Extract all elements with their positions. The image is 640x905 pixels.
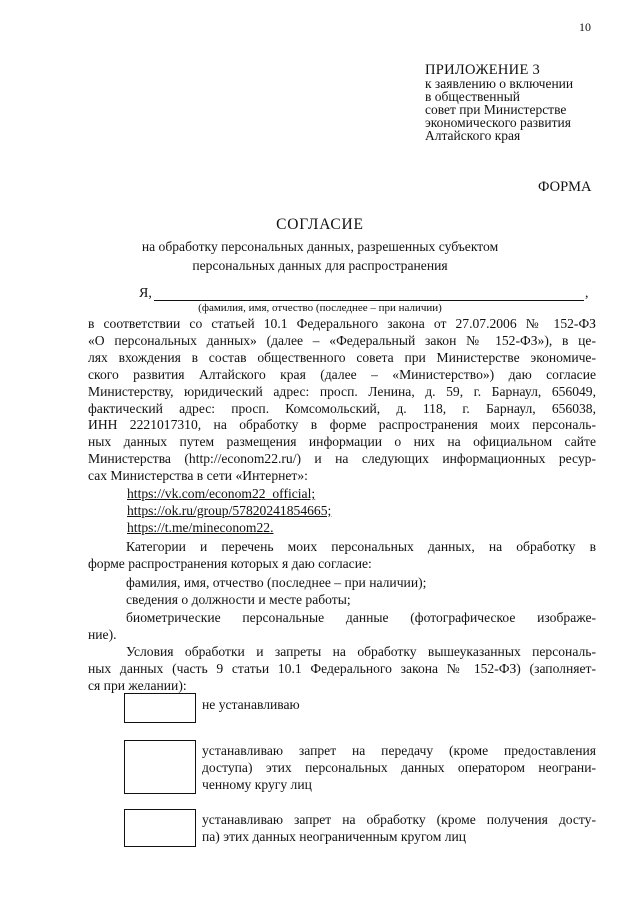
paragraph-line: ИНН 2221017310, на обработку в форме распространения моих персональ- bbox=[88, 417, 596, 433]
categories-line: Категории и перечень моих персональных данных, на обработку в bbox=[126, 539, 596, 554]
categories-items bbox=[88, 575, 596, 609]
conditions-line: ся при желании): bbox=[88, 677, 187, 693]
option-label: устанавливаю запрет на обработку (кроме получения досту- bbox=[202, 812, 596, 827]
appendix-line: к заявлению о включении bbox=[425, 76, 574, 91]
appendix-title: ПРИЛОЖЕНИЕ 3 bbox=[425, 62, 541, 78]
consent-title: СОГЛАСИЕ bbox=[276, 216, 364, 233]
page-number: 10 bbox=[579, 20, 591, 34]
paragraph-line: ных данных путем размещения информации о них на официальном сайте bbox=[88, 434, 596, 450]
option-transfer-ban bbox=[202, 742, 596, 793]
paragraph-line: лях вхождения в состав общественного совета при Министерстве экономиче- bbox=[88, 349, 596, 365]
categories-intro bbox=[88, 539, 596, 573]
option-no-restrictions bbox=[202, 696, 596, 713]
paragraph-line: Министерству, юридический адрес: просп. Ленина, д. 59, г. Барнаул, 656049, bbox=[88, 383, 596, 399]
category-item: фамилия, имя, отчество (последнее – при наличии); bbox=[126, 575, 427, 590]
option-processing-ban bbox=[202, 811, 596, 845]
telegram-link[interactable]: https://t.me/mineconom22. bbox=[127, 520, 274, 535]
conditions-paragraph bbox=[88, 644, 596, 695]
option-label: не устанавливаю bbox=[202, 697, 300, 712]
category-item: сведения о должности и месте работы; bbox=[126, 591, 351, 607]
paragraph-line: «О персональных данных» (далее – «Федеральный закон № 152-ФЗ»), в це- bbox=[88, 332, 596, 348]
appendix-line: совет при Министерстве bbox=[425, 102, 567, 117]
full-name-hint: (фамилия, имя, отчество (последнее – при наличии) bbox=[198, 302, 442, 314]
category-item: ние). bbox=[88, 626, 117, 642]
categories-line: форме распространения которых я даю согласие: bbox=[88, 555, 372, 571]
paragraph-line: фактический адрес: просп. Комсомольский, д. 118, г. Барнаул, 656038, bbox=[88, 400, 596, 416]
ya-suffix: , bbox=[585, 286, 589, 301]
vk-link[interactable]: https://vk.com/econom22_official; bbox=[127, 486, 316, 501]
option-label: устанавливаю запрет на передачу (кроме предоставления bbox=[202, 743, 596, 758]
ok-link[interactable]: https://ok.ru/group/57820241854665; bbox=[127, 503, 332, 518]
conditions-line: ных данных (часть 9 статьи 10.1 Федерального закона № 152-ФЗ) (заполняет- bbox=[88, 660, 596, 676]
ya-prefix: Я, bbox=[139, 286, 152, 301]
paragraph-line: в соответствии со статьей 10.1 Федерального закона от 27.07.2006 № 152-ФЗ bbox=[88, 316, 596, 331]
option-label: па) этих данных неограниченным кругом лиц bbox=[202, 829, 467, 844]
option-label: ченному кругу лиц bbox=[202, 777, 312, 792]
option-checkbox-processing-ban[interactable] bbox=[124, 809, 196, 847]
conditions-line: Условия обработки и запреты на обработку вышеуказанных персональ- bbox=[126, 644, 596, 659]
option-checkbox-transfer-ban[interactable] bbox=[124, 740, 196, 794]
paragraph-line: сах Министерства в сети «Интернет»: bbox=[88, 468, 308, 484]
form-label: ФОРМА bbox=[538, 179, 592, 195]
category-item: биометрические персональные данные (фотографическое изображе- bbox=[126, 610, 596, 625]
main-paragraph bbox=[88, 316, 596, 485]
option-checkbox-no-restrictions[interactable] bbox=[124, 693, 196, 723]
full-name-field[interactable] bbox=[154, 300, 584, 301]
appendix-line: Алтайского края bbox=[425, 128, 521, 143]
consent-subtitle-line: на обработку персональных данных, разрешенных субъектом bbox=[141, 239, 499, 254]
consent-subtitle bbox=[0, 237, 640, 275]
appendix-header bbox=[425, 64, 573, 142]
option-label: доступа) этих персональных данных оператором неограни- bbox=[202, 760, 596, 775]
appendix-line: в общественный bbox=[425, 89, 521, 104]
categories-biometric bbox=[88, 610, 596, 644]
paragraph-line: ского развития Алтайского края (далее – «Министерство») даю согласие bbox=[88, 366, 596, 382]
appendix-line: экономического развития bbox=[425, 115, 571, 130]
consent-subtitle-line: персональных данных для распространения bbox=[192, 258, 448, 273]
paragraph-line: Министерства (http://econom22.ru/) и на следующих информационных ресур- bbox=[88, 451, 596, 467]
